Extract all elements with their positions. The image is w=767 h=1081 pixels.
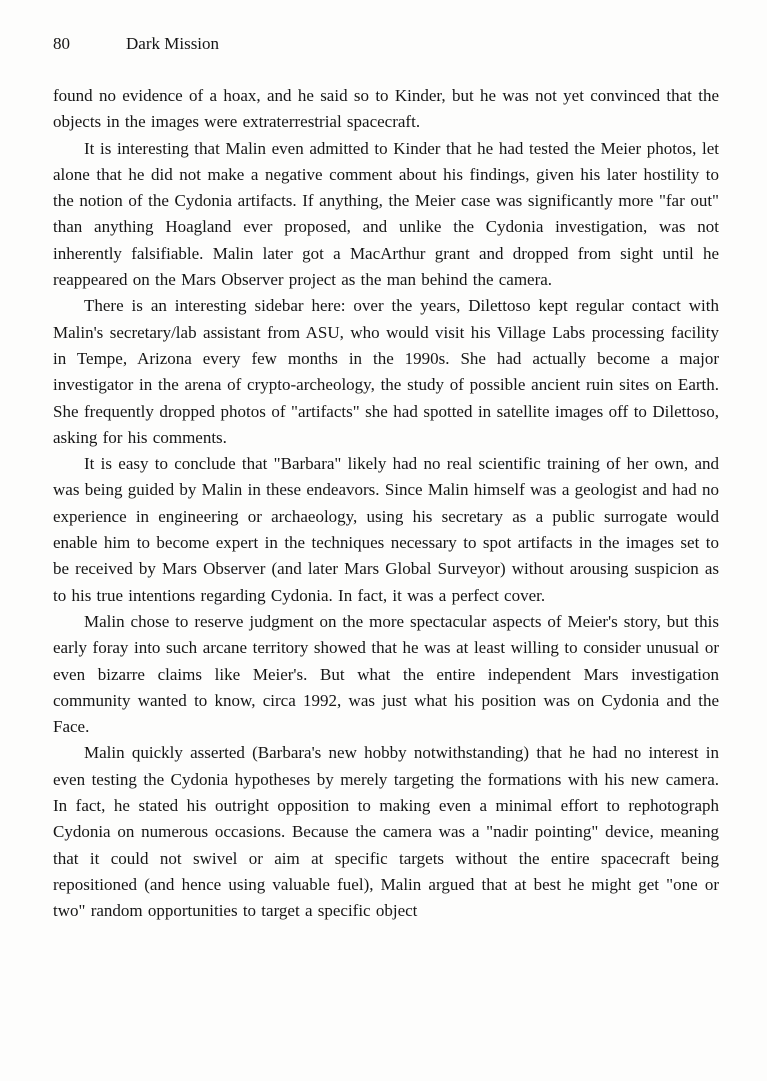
paragraph: Malin chose to reserve judgment on the more spectacular aspects of Meier's story, but this early foray into such arcane territory showed that he was at least willing to consider unusual or even bizarre claims like Meier's. But what the entire independent Mars investigation community wanted to know, circa 1992, was just what his position was on Cydonia and the Face. xyxy=(53,611,719,737)
paragraph: It is interesting that Malin even admitted to Kinder that he had tested the Meier photos, let alone that he did not make a negative comment about his findings, given his later hostility to the notion of the Cydonia artifacts. If anything, the Meier case was significantly more "far out" than anything Hoagland ever proposed, and unlike the Cydonia investigation, was not inherently falsifiable. Malin later got a MacArthur grant and dropped from sight until he reappeared on the Mars Observer project as the man behind the camera. xyxy=(53,138,719,290)
page-body xyxy=(53,83,719,925)
page-number: 80 xyxy=(53,34,70,53)
paragraph: Malin quickly asserted (Barbara's new hobby notwithstanding) that he had no interest in even testing the Cydonia hypotheses by merely targeting the formations with his new camera. In fact, he stated his outright opposition to making even a minimal effort to rephotograph Cydonia on numerous occasions. Because the camera was a "nadir pointing" device, meaning that it could not swivel or aim at specific targets without the entire spacecraft being repositioned (and hence using valuable fuel), Malin argued that at best he might get "one or two" random opportunities to target a specific object xyxy=(53,743,719,921)
page-header xyxy=(53,33,719,55)
paragraph-continuation: found no evidence of a hoax, and he said so to Kinder, but he was not yet convinced that the objects in the images were extraterrestrial spacecraft. xyxy=(53,86,719,132)
running-title: Dark Mission xyxy=(126,34,220,53)
paragraph: It is easy to conclude that "Barbara" likely had no real scientific training of her own, and was being guided by Malin in these endeavors. Since Malin himself was a geologist and had no experience in engineering or archaeology, using his secretary as a public surrogate would enable him to become expert in the techniques necessary to spot artifacts in the images set to be received by Mars Observer (and later Mars Global Surveyor) without arousing suspicion as to his true intentions regarding Cydonia. In fact, it was a perfect cover. xyxy=(53,454,719,605)
paragraph: There is an interesting sidebar here: over the years, Dilettoso kept regular contact with Malin's secretary/lab assistant from ASU, who would visit his Village Labs processing facility in Tempe, Arizona every few months in the 1990s. She had actually become a major investigator in the arena of crypto-archeology, the study of possible ancient ruin sites on Earth. She frequently dropped photos of "artifacts" she had spotted in satellite images off to Dilettoso, asking for his comments. xyxy=(53,296,719,447)
